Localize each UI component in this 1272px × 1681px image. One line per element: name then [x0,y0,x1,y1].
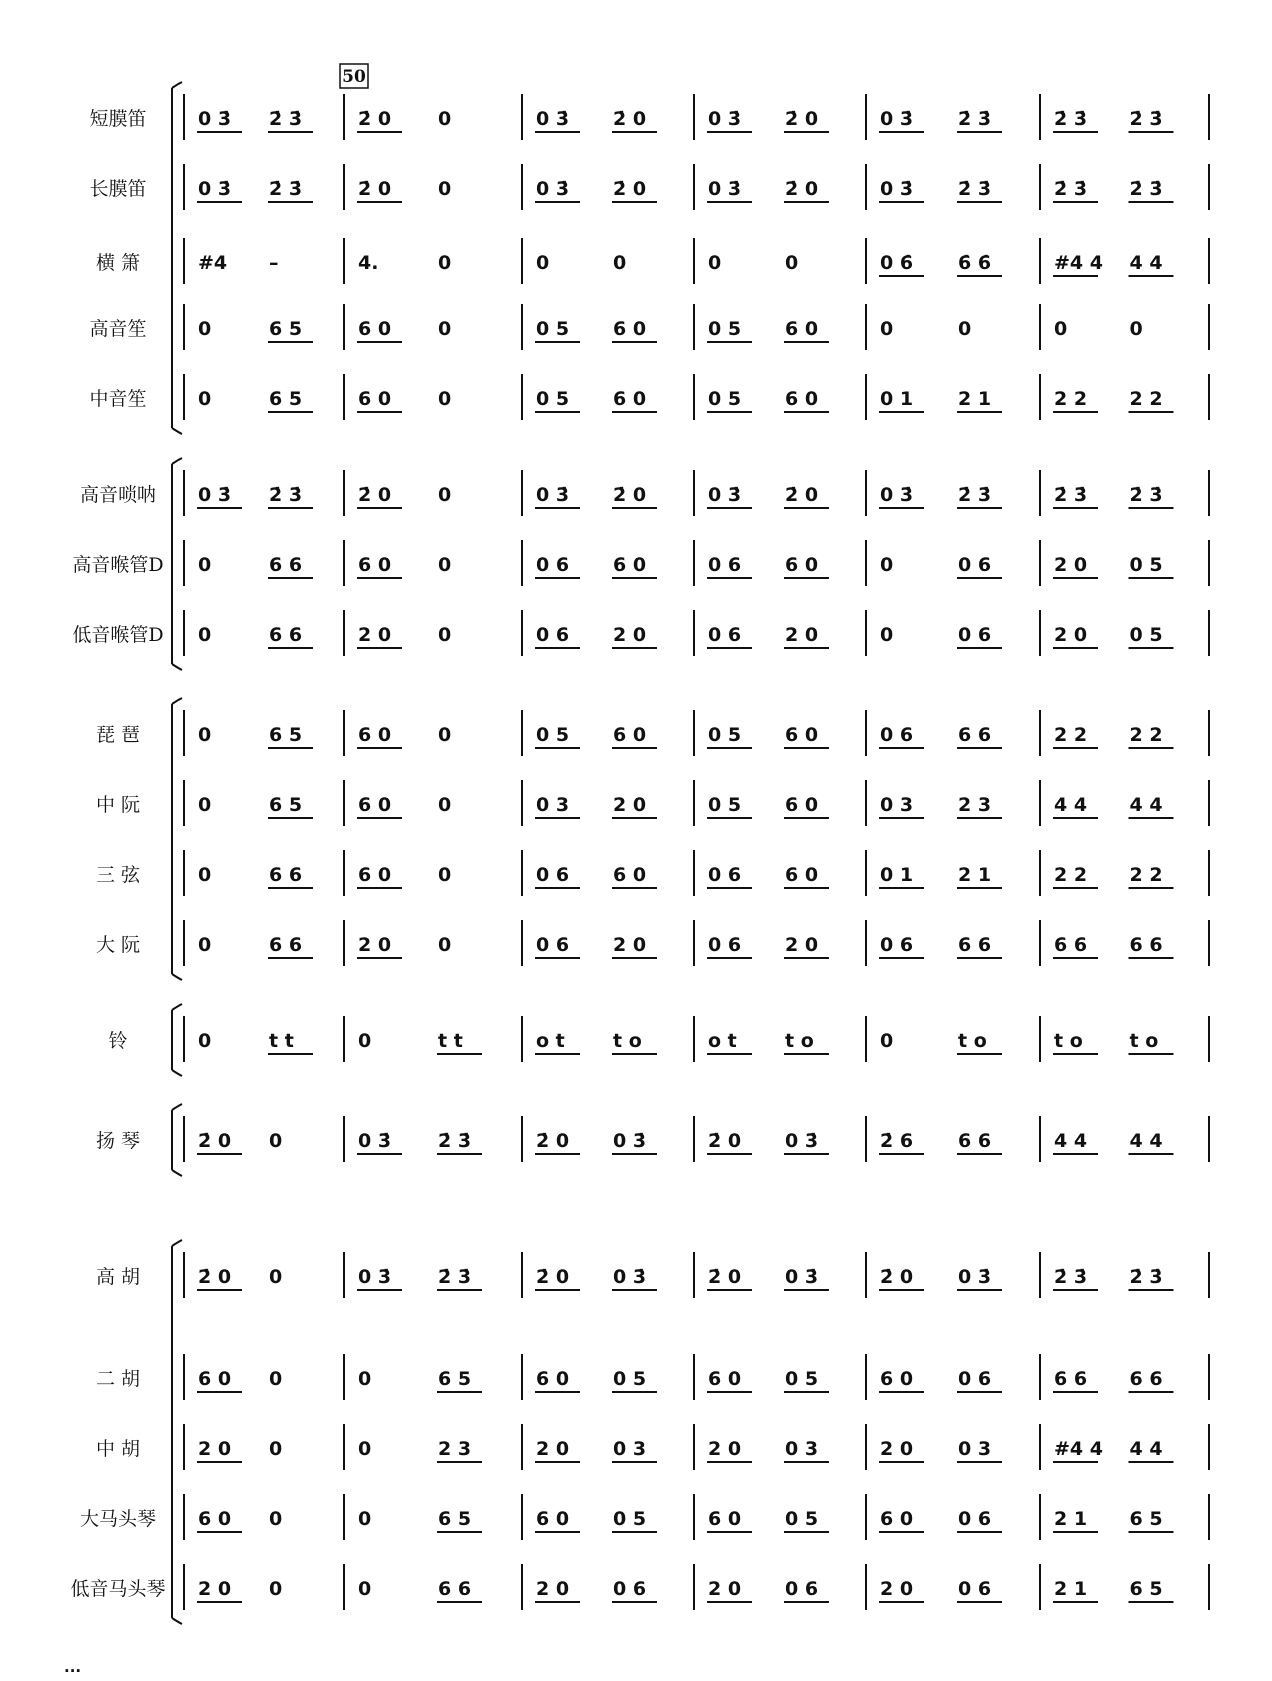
instrument-label: 高音唢呐 [79,484,157,506]
note-beat: 2̇ 3̇ [1054,178,1088,200]
note-beat: 6 0 [536,1508,570,1530]
note-beat: 6 6 [1054,1368,1088,1390]
note-beat: 2̇ 3̇ [958,178,992,200]
note-beat: 6 6 [958,1130,992,1152]
note-beat: 6 5 [438,1368,472,1390]
note-beat: 2 0 [613,794,647,816]
note-beat: 6 6 [1129,1368,1163,1390]
note-beat: 2̇ 3̇ [269,484,303,506]
note-beat: 2̇ 0 [536,1130,570,1152]
note-beat: 2 1 [1054,1508,1088,1530]
note-beat: 0 [198,864,212,886]
note-beat: 0 6 [785,1578,819,1600]
note-beat: 0 1 [880,388,914,410]
instrument-row [89,94,1209,140]
note-beat: 4 4 [1054,794,1088,816]
note-beat: 2 2 [1054,388,1088,410]
note-beat: 0 [438,484,452,506]
page-number: ... [64,1658,82,1676]
note-beat: 0 [880,624,894,646]
note-beat: 6 0 [708,1368,742,1390]
instrument-row [89,374,1209,420]
instrument-row [96,920,1209,966]
note-beat: 6 5 [438,1508,472,1530]
note-beat: 2 2 [1129,864,1163,886]
note-beat: 0 3̇ [880,108,914,130]
note-beat: t o [1129,1030,1159,1052]
note-beat: 0 6 [613,1578,647,1600]
note-beat: 6 6 [1054,934,1088,956]
note-beat: 2 2 [1129,724,1163,746]
instrument-row [96,238,1209,284]
note-beat: 2̇ 3̇ [958,108,992,130]
note-beat: o t [536,1030,565,1052]
note-beat: 0 5 [708,318,742,340]
note-beat: 4 4 [1129,794,1163,816]
note-beat: 2̇ 3̇ [1054,1266,1088,1288]
note-beat: 4. [358,252,379,274]
note-beat: 6 0 [785,388,819,410]
note-beat: 6 0 [880,1368,914,1390]
note-beat: 0 3 [880,794,914,816]
note-beat: t o [958,1030,987,1052]
note-beat: 6 6 [1129,934,1163,956]
note-beat: 0 [785,252,799,274]
note-beat: 2 1 [1054,1578,1088,1600]
note-beat: t t [438,1030,463,1052]
note-beat: 6 6 [269,624,303,646]
note-beat: 0 5 [1129,624,1163,646]
note-beat: 0 [198,624,212,646]
note-beat: t o [785,1030,814,1052]
note-beat: 2 0 [708,1578,742,1600]
note-beat: 0 6 [536,934,570,956]
note-beat: 2 3 [438,1438,472,1460]
note-beat: 0 6 [536,624,570,646]
note-beat: 0 5 [613,1368,647,1390]
note-beat: 0 6 [708,624,742,646]
note-beat: 6 0 [198,1368,232,1390]
note-beat: 6 0 [613,864,647,886]
note-beat: 0 [1054,318,1068,340]
note-beat: 2 1 [958,388,992,410]
note-beat: 0 [880,1030,894,1052]
note-beat: 0 5 [785,1508,819,1530]
note-beat: 0 [198,388,212,410]
note-beat: 6 5 [269,794,303,816]
instrument-row [89,304,1209,350]
note-beat: 4 4 [1054,1130,1088,1152]
note-beat: 6 0 [880,1508,914,1530]
note-beat: 4 4 [1129,1438,1163,1460]
instrument-row [96,780,1209,826]
note-beat: 2 3 [958,794,992,816]
note-beat: 0 [438,724,452,746]
note-beat: 2̇ 3̇ [1129,178,1163,200]
instrument-row [96,1424,1209,1470]
note-beat: 6 5 [1129,1508,1163,1530]
note-beat: 0 3̇ [613,1266,647,1288]
note-beat: 0 [198,724,212,746]
note-beat: 2 2 [1054,724,1088,746]
note-beat: 2 0 [198,1438,232,1460]
instrument-row [80,470,1209,516]
rehearsal-mark [340,64,368,88]
instrument-label: 高 胡 [95,1266,141,1288]
note-beat: 6 0 [785,864,819,886]
instrument-label: 大马头琴 [79,1508,157,1530]
note-beat: 6 0 [536,1368,570,1390]
note-beat: 0 [198,934,212,956]
note-beat: 2̇ 3̇ [958,484,992,506]
instrument-row [80,1494,1209,1540]
note-beat: 0 [880,554,894,576]
note-beat: 2 0 [880,1578,914,1600]
note-beat: 2̇ 0 [613,108,647,130]
note-beat: 0 [536,252,550,274]
note-beat: 2 0 [785,934,819,956]
note-beat: #4 4 [1054,252,1103,274]
note-beat: 0 6 [958,1508,992,1530]
note-beat: 2 1 [958,864,992,886]
note-beat: 0 [269,1508,283,1530]
instrument-row [108,1016,1209,1062]
note-beat: 0 3̇ [536,484,570,506]
instrument-label: 三 弦 [95,864,141,886]
note-beat: 6 5 [269,724,303,746]
note-beat: 6 0 [613,724,647,746]
note-beat: 0 5 [708,794,742,816]
rehearsal-number: 50 [342,67,366,87]
note-beat: 0 6 [958,1578,992,1600]
note-beat: 0 3̇ [880,484,914,506]
note-beat: 2 2 [1129,388,1163,410]
section-bracket [172,1004,182,1076]
note-beat: 0 5 [708,724,742,746]
note-beat: 6 6 [269,934,303,956]
instrument-label: 琵 琶 [95,724,141,746]
note-beat: 2̇ 0 [198,1266,232,1288]
note-beat: 2̇ 3̇ [269,178,303,200]
note-beat: 0 [880,318,894,340]
section-bracket [172,698,182,980]
note-beat: 2̇ 0 [613,484,647,506]
note-beat: 0 3̇ [880,178,914,200]
note-beat: 0 5 [536,724,570,746]
note-beat: 6 0 [708,1508,742,1530]
note-beat: 2 0 [536,1578,570,1600]
note-beat: 0 3̇ [358,1130,392,1152]
instrument-row [70,1564,1209,1610]
note-beat: 2̇ 3̇ [438,1130,472,1152]
note-beat: 6 0 [613,318,647,340]
note-beat: 4 4 [1129,1130,1163,1152]
note-beat: 0 6 [536,554,570,576]
note-beat: 2̇ 3̇ [1054,484,1088,506]
note-beat: 0 3̇ [198,484,232,506]
note-beat: 0 6 [708,554,742,576]
note-beat: 6 0 [358,794,392,816]
instrument-row [96,1354,1209,1400]
note-beat: 2 0 [358,624,392,646]
note-beat: 2̇ 0 [358,108,392,130]
instrument-row [96,850,1209,896]
note-beat: 0 [269,1368,283,1390]
note-beat: 6 5 [1129,1578,1163,1600]
note-beat: 2 0 [613,934,647,956]
instrument-label: 铃 [108,1030,128,1052]
note-beat: t o [1054,1030,1083,1052]
note-beat: 0 [269,1130,283,1152]
note-beat: 0 5 [613,1508,647,1530]
note-beat: 2̇ 6 [880,1130,914,1152]
note-beat: 6 0 [198,1508,232,1530]
note-beat: 6 0 [358,318,392,340]
note-beat: 0 5 [1129,554,1163,576]
instrument-label: 横 箫 [95,252,141,274]
note-beat: t t [269,1030,294,1052]
instrument-label: 高音喉管D [72,554,164,576]
note-beat: 2 0 [613,624,647,646]
note-beat: 0 [438,108,452,130]
note-beat: 6 6 [958,934,992,956]
section-bracket [172,458,182,670]
note-beat: 0 3̇ [358,1266,392,1288]
note-beat: 2 0 [198,1578,232,1600]
note-beat: 2̇ 0 [785,108,819,130]
note-beat: 6 0 [358,554,392,576]
note-beat: 0 [438,794,452,816]
note-beat: 2̇ 0 [880,1266,914,1288]
note-beat: 0 [438,318,452,340]
note-beat: 0 6̇ [880,252,914,274]
note-beat: 6̇ 6̇ [958,252,992,274]
instrument-label: 低音马头琴 [70,1578,166,1600]
note-beat: 0 [198,318,212,340]
section-bracket [172,82,182,434]
note-beat: – [269,252,279,274]
note-beat: 2 0 [358,934,392,956]
instrument-label: 低音喉管D [72,624,164,646]
note-beat: 0 [1129,318,1143,340]
note-beat: 0 6 [880,724,914,746]
section-bracket [172,1240,182,1624]
note-beat: 2̇ 0 [358,178,392,200]
note-beat: 0 [438,554,452,576]
note-beat: 0 1 [880,864,914,886]
note-beat: 2 0 [1054,624,1088,646]
note-beat: 0 3 [958,1438,992,1460]
note-beat: 0 3̇ [708,178,742,200]
instrument-label: 中 阮 [95,794,141,816]
note-beat: 0 6 [880,934,914,956]
note-beat: 6 6 [269,554,303,576]
note-beat: 2̇ 3̇ [269,108,303,130]
note-beat: 6 6 [269,864,303,886]
note-beat: 6 0 [785,794,819,816]
note-beat: 6 5 [269,318,303,340]
instrument-label: 大 阮 [95,934,141,956]
note-beat: 2̇ 0 [708,1266,742,1288]
note-beat: 2̇ 0 [198,1130,232,1152]
note-beat: 6 0 [358,864,392,886]
note-beat: 0 3̇ [708,484,742,506]
note-beat: 0 6 [958,624,992,646]
note-beat: 0 [438,252,452,274]
note-beat: 0 5 [708,388,742,410]
note-beat: 2 2 [1054,864,1088,886]
note-beat: 0 [198,554,212,576]
note-beat: 6 0 [613,554,647,576]
instrument-label: 短膜笛 [89,108,147,130]
note-beat: 0 3̇ [536,178,570,200]
note-beat: 0 6 [708,934,742,956]
instrument-row [72,540,1209,586]
note-beat: 0 [269,1578,283,1600]
note-beat: 0 3̇ [708,108,742,130]
note-beat: 2 0 [536,1438,570,1460]
note-beat: 0 3̇ [958,1266,992,1288]
note-beat: 2̇ 3̇ [1129,1266,1163,1288]
note-beat: 0 5 [536,388,570,410]
note-beat: 2̇ 0 [536,1266,570,1288]
note-beat: 0 6 [958,554,992,576]
note-beat: 2̇ 0 [708,1130,742,1152]
note-beat: 2̇ 3̇ [1129,484,1163,506]
note-beat: 0 [198,794,212,816]
note-beat: 0 3̇ [536,108,570,130]
note-beat: 0 3̇ [785,1266,819,1288]
note-beat: 2 0 [880,1438,914,1460]
instrument-label: 扬 琴 [95,1130,141,1152]
instrument-label: 长膜笛 [89,178,147,200]
note-beat: 6 6 [958,724,992,746]
note-beat: 0 3̇ [198,108,232,130]
note-beat: #4 [198,252,228,274]
note-beat: 2̇ 0 [613,178,647,200]
note-beat: 0 [269,1266,283,1288]
note-beat: 0 [958,318,972,340]
instrument-label: 二 胡 [95,1368,141,1390]
note-beat: o t [708,1030,737,1052]
note-beat: 0 [358,1368,372,1390]
note-beat: t o [613,1030,642,1052]
instrument-row [96,710,1209,756]
instrument-row [89,164,1209,210]
note-beat: 6 0 [785,554,819,576]
note-beat: 2̇ 3̇ [1054,108,1088,130]
note-beat: 0 [358,1578,372,1600]
note-beat: 0 [438,178,452,200]
note-beat: 2̇ 0 [785,484,819,506]
note-beat: 4 4 [1129,252,1163,274]
note-beat: 2 0 [708,1438,742,1460]
note-beat: 2̇ 3̇ [1129,108,1163,130]
note-beat: 6 5 [269,388,303,410]
note-beat: 0 [358,1508,372,1530]
note-beat: 0 [708,252,722,274]
note-beat: 2 0 [785,624,819,646]
note-beat: 0 [438,864,452,886]
instrument-row [96,1116,1209,1162]
note-beat: 6 0 [785,724,819,746]
note-beat: 0 5 [785,1368,819,1390]
instrument-label: 中 胡 [95,1438,141,1460]
note-beat: 0 [438,934,452,956]
note-beat: #4 4 [1054,1438,1103,1460]
note-beat: 6 0 [613,388,647,410]
note-beat: 0 6 [708,864,742,886]
note-beat: 0 [438,624,452,646]
note-beat: 2̇ 0 [358,484,392,506]
note-beat: 0 6 [958,1368,992,1390]
note-beat: 0 3 [613,1438,647,1460]
note-beat: 6 0 [358,388,392,410]
note-beat: 0 3̇ [785,1130,819,1152]
note-beat: 0 [198,1030,212,1052]
note-beat: 2̇ 0 [785,178,819,200]
note-beat: 0 3̇ [198,178,232,200]
note-beat: 0 [438,388,452,410]
note-beat: 6 6 [438,1578,472,1600]
note-beat: 0 [613,252,627,274]
note-beat: 0 [358,1030,372,1052]
instrument-row [72,610,1209,656]
note-beat: 0 6 [536,864,570,886]
note-beat: 0 [358,1438,372,1460]
note-beat: 2̇ 3̇ [438,1266,472,1288]
note-beat: 0 3 [785,1438,819,1460]
note-beat: 2 0 [1054,554,1088,576]
note-beat: 0 3̇ [613,1130,647,1152]
note-beat: 0 3 [536,794,570,816]
instrument-label: 高音笙 [89,318,147,340]
note-beat: 0 [269,1438,283,1460]
note-beat: 6 0 [785,318,819,340]
note-beat: 0 5 [536,318,570,340]
instrument-row [96,1252,1209,1298]
note-beat: 6 0 [358,724,392,746]
section-bracket [172,1104,182,1176]
instrument-label: 中音笙 [89,388,147,410]
